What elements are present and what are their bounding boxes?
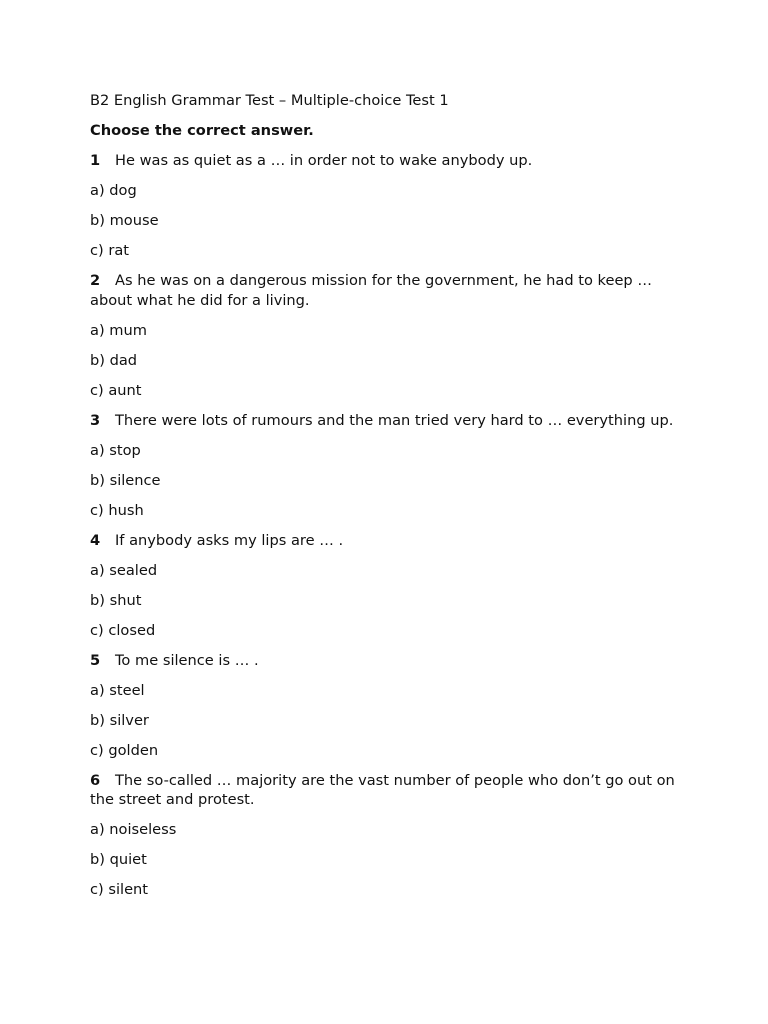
question-number: 1 [90,152,101,169]
question-number: 2 [90,272,101,289]
question-4 [90,531,680,641]
question-1 [90,151,680,261]
question-text: If anybody asks my lips are … . [115,531,344,549]
option-c: c) golden [90,741,159,759]
question-text: There were lots of rumours and the man tried very hard to … everything up. [115,411,674,429]
question-stem [90,411,680,431]
question-text: As he was on a dangerous mission for the government, he had to keep … about what he did for a living. [90,272,652,309]
question-number: 3 [90,411,101,429]
option-b: b) quiet [90,851,147,868]
option-b: b) silence [90,471,161,489]
question-stem [90,771,680,810]
option-b: b) dad [90,351,138,369]
question-number: 4 [90,531,101,549]
question-6 [90,771,680,900]
option-c: c) hush [90,501,144,519]
option-a: a) stop [90,441,141,459]
question-text: To me silence is … . [115,651,259,669]
option-c: c) rat [90,242,130,259]
option-a: a) steel [90,681,145,699]
option-b: b) mouse [90,212,159,229]
option-c: c) silent [90,881,149,898]
question-stem [90,271,680,310]
question-stem [90,151,680,171]
option-a: a) noiseless [90,821,177,838]
option-c: c) closed [90,621,156,639]
option-b: b) silver [90,711,149,729]
document-content [90,91,680,910]
question-stem [90,531,680,551]
option-a: a) dog [90,182,137,199]
instruction-text: Choose the correct answer. [90,122,314,139]
option-b: b) shut [90,591,142,609]
question-number: 5 [90,651,101,669]
option-a: a) sealed [90,561,158,579]
document-title: B2 English Grammar Test – Multiple-choice Test 1 [90,92,449,109]
question-5 [90,651,680,761]
question-stem [90,651,680,671]
question-text: The so-called … majority are the vast number of people who don’t go out on the street and protest. [90,771,675,808]
option-a: a) mum [90,321,147,339]
question-3 [90,411,680,521]
option-c: c) aunt [90,381,142,399]
question-2 [90,271,680,400]
question-text: He was as quiet as a … in order not to wake anybody up. [115,152,533,169]
question-number: 6 [90,771,101,789]
